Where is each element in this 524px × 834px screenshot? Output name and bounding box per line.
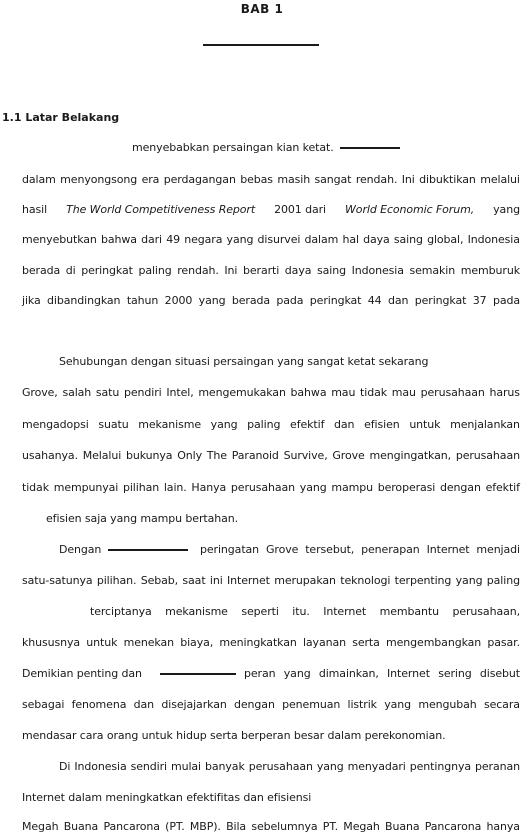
p2-line-1: Sehubungan dengan situasi persaingan yang sangat ketat sekarang [59, 355, 429, 368]
p3-line-7: mendasar cara orang untuk hidup serta berperan besar dalam perekonomian. [22, 729, 446, 742]
p3-line-2: satu-satunya pilihan. Sebab, saat ini Internet merupakan teknologi terpenting yang paling [22, 574, 520, 587]
p1-intro-text: menyebabkan persaingan kian ketat. [132, 141, 334, 154]
p2-line-3: mengadopsi suatu mekanisme yang paling efektif dan efisien untuk menjalankan [22, 418, 520, 431]
p3-line-6: sebagai fenomena dan disejajarkan dengan penemuan listrik yang mengubah secara [22, 698, 520, 711]
p4-line-3: Megah Buana Pancarona (PT. MBP). Bila sebelumnya PT. Megah Buana Pancarona hanya [22, 820, 520, 833]
p2-line-5: tidak mempunyai pilihan lain. Hanya perusahaan yang mampu beroperasi dengan efektif [22, 481, 520, 494]
redaction-rule [340, 147, 400, 149]
p1-line-2 [22, 203, 520, 217]
p3-line-4: khususnya untuk menekan biaya, meningkatkan layanan serta mengembangkan pasar. [22, 636, 520, 649]
p4-line-1: Di Indonesia sendiri mulai banyak perusahaan yang menyadari pentingnya peranan [59, 760, 520, 773]
p1-intro-line [132, 141, 400, 155]
p1-line-1: dalam menyongsong era perdagangan bebas masih sangat rendah. Ini dibuktikan melalui [22, 173, 520, 186]
redaction-rule [160, 673, 236, 675]
forum-name: World Economic Forum, [345, 203, 475, 216]
p3-line-5-a: Demikian penting dan [22, 667, 142, 680]
p4-line-2: Internet dalam meningkatkan efektifitas dan efisiensi [22, 791, 312, 804]
p1-line-2-a: hasil [22, 203, 48, 216]
p2-line-2: Grove, salah satu pendiri Intel, mengemukakan bahwa mau tidak mau perusahaan harus [22, 386, 520, 399]
chapter-title: BAB 1 [240, 2, 284, 16]
p1-line-5: jika dibandingkan tahun 2000 yang berada pada peringkat 44 dan peringkat 37 pada [22, 294, 520, 307]
p2-line-6: efisien saja yang mampu bertahan. [46, 512, 239, 525]
redaction-rule [108, 549, 188, 551]
p1-line-2-c: 2001 dari [274, 203, 326, 216]
p3-line-3: terciptanya mekanisme seperti itu. Internet membantu perusahaan, [90, 605, 520, 618]
p1-line-4: berada di peringkat paling rendah. Ini berarti daya saing Indonesia semakin memburuk [22, 264, 520, 277]
p3-line-1-b: peringatan Grove tersebut, penerapan Internet menjadi [200, 543, 520, 556]
p3-line-5-b: peran yang dimainkan, Internet sering disebut [244, 667, 520, 680]
p1-line-3: menyebutkan bahwa dari 49 negara yang disurvei dalam hal daya saing global, Indonesia [22, 233, 520, 246]
title-underline [203, 44, 319, 46]
report-title: The World Competitiveness Report [66, 203, 256, 216]
p3-line-1-a: Dengan [59, 543, 102, 556]
section-heading: 1.1 Latar Belakang [2, 111, 120, 124]
p2-line-4: usahanya. Melalui bukunya Only The Paranoid Survive, Grove mengingatkan, perusahaan [22, 449, 520, 462]
p1-line-2-e: yang [493, 203, 520, 216]
